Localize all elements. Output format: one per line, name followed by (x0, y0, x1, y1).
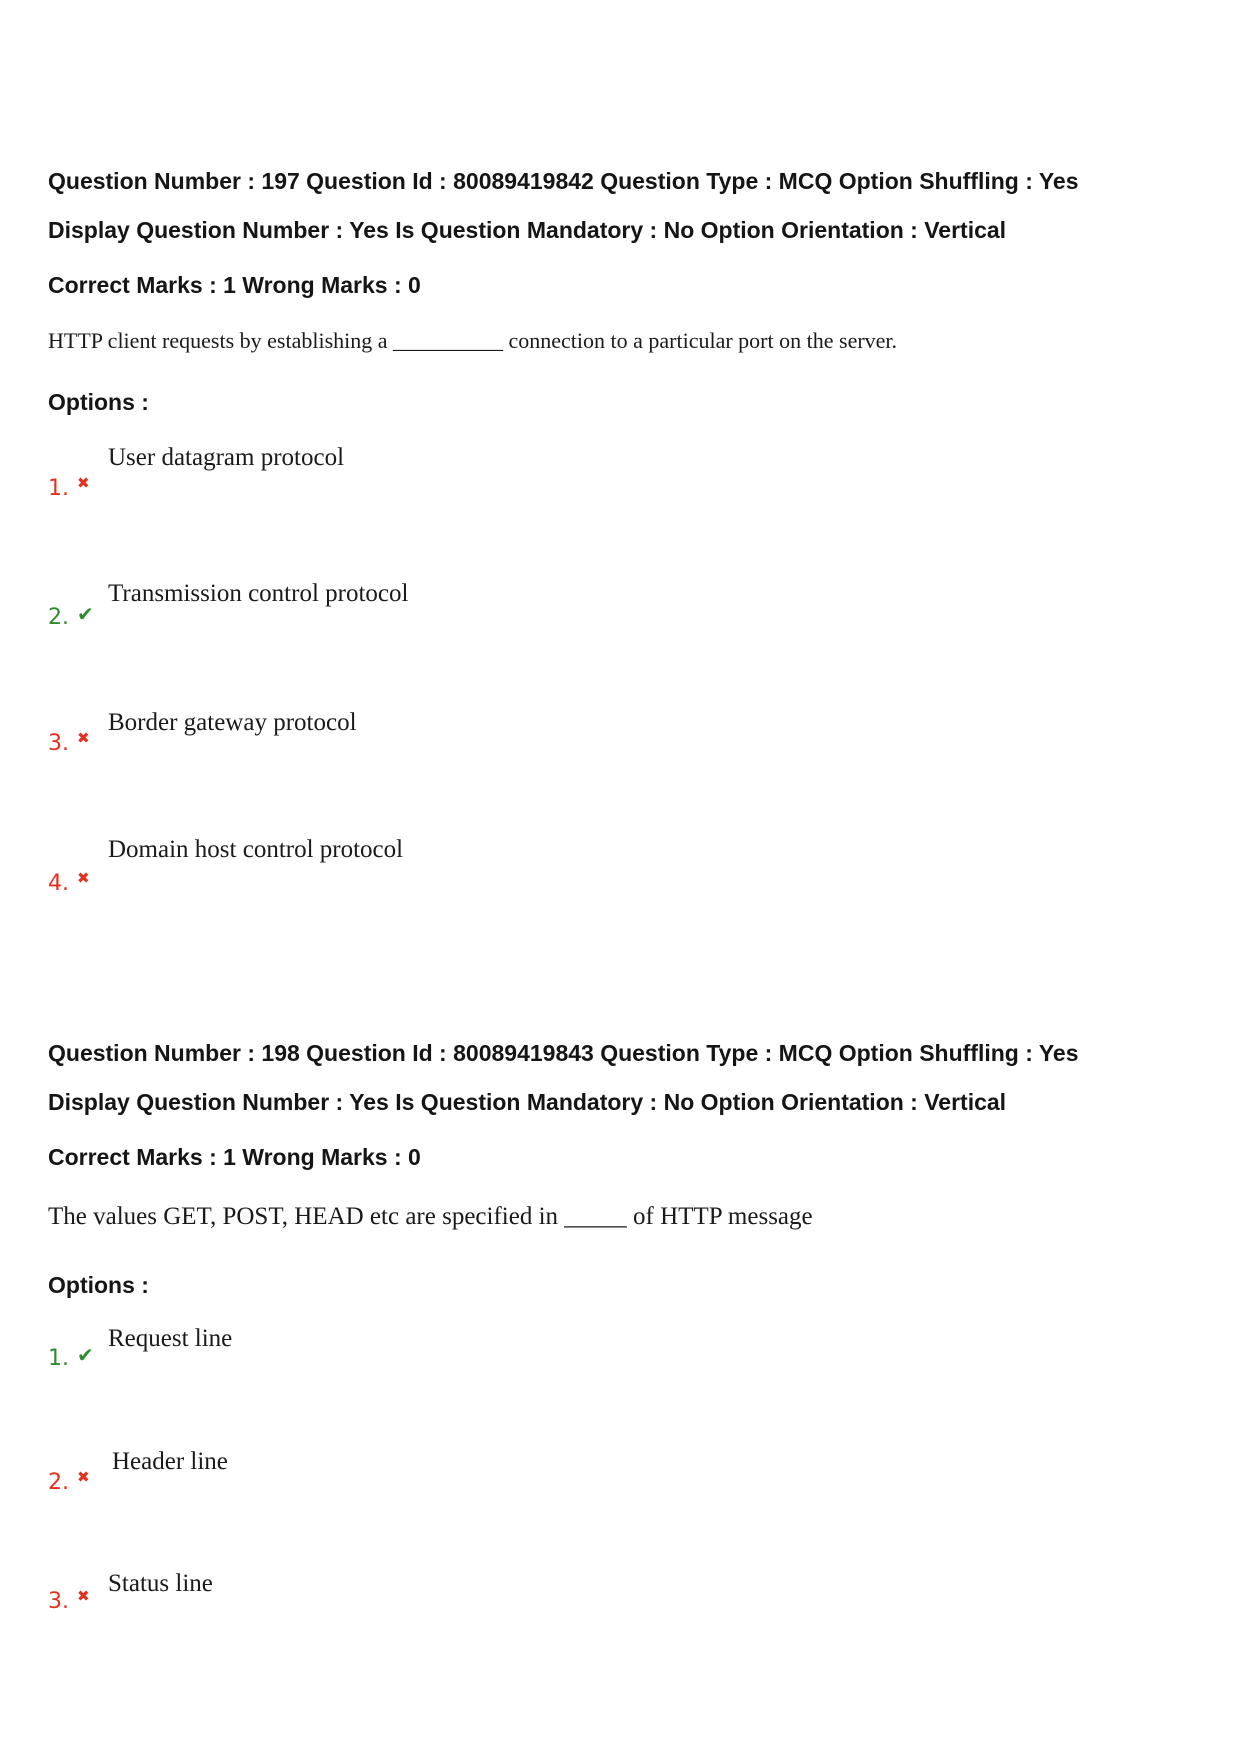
question-marks: Correct Marks : 1 Wrong Marks : 0 (48, 1144, 421, 1170)
check-icon: ✔ (77, 1343, 94, 1367)
option-number-row (48, 1587, 90, 1617)
option-number: 3. (48, 731, 69, 756)
option-text: Request line (108, 1325, 233, 1352)
option-number: 1. (48, 476, 69, 501)
option-text: Transmission control protocol (108, 580, 409, 607)
question-header-line2: Display Question Number : Yes Is Question Mandatory : No Option Orientation : Vertical (48, 217, 1007, 243)
option-number-row (48, 1468, 90, 1498)
check-icon: ✔ (77, 602, 94, 626)
question-marks: Correct Marks : 1 Wrong Marks : 0 (48, 272, 421, 298)
options-label: Options : (48, 389, 149, 415)
option-number: 2. (48, 605, 69, 630)
question-header-line1: Question Number : 197 Question Id : 80089419842 Question Type : MCQ Option Shuffling : Yes (48, 168, 1079, 194)
question-header-line2: Display Question Number : Yes Is Question Mandatory : No Option Orientation : Vertical (48, 1089, 1007, 1115)
cross-icon: ✖ (77, 1468, 90, 1486)
option-number: 4. (48, 871, 69, 896)
option-number-row (48, 603, 94, 633)
cross-icon: ✖ (77, 474, 90, 492)
option-number-row (48, 729, 90, 759)
option-number: 3. (48, 1589, 69, 1614)
option-number-row (48, 869, 90, 899)
options-label: Options : (48, 1272, 149, 1298)
question-header-line1: Question Number : 198 Question Id : 80089419843 Question Type : MCQ Option Shuffling : Yes (48, 1040, 1079, 1066)
cross-icon: ✖ (77, 1587, 90, 1605)
option-text: Status line (108, 1570, 213, 1597)
option-number: 1. (48, 1346, 69, 1371)
option-number-row (48, 474, 90, 504)
option-number: 2. (48, 1470, 69, 1495)
question-text: HTTP client requests by establishing a __________ connection to a particular port on the server. (48, 328, 898, 353)
cross-icon: ✖ (77, 729, 90, 747)
option-text: Header line (112, 1448, 228, 1475)
question-text: The values GET, POST, HEAD etc are specified in _____ of HTTP message (48, 1203, 813, 1230)
option-text: Border gateway protocol (108, 709, 357, 736)
cross-icon: ✖ (77, 869, 90, 887)
option-text: User datagram protocol (108, 444, 345, 471)
option-number-row (48, 1344, 94, 1374)
option-text: Domain host control protocol (108, 836, 404, 863)
